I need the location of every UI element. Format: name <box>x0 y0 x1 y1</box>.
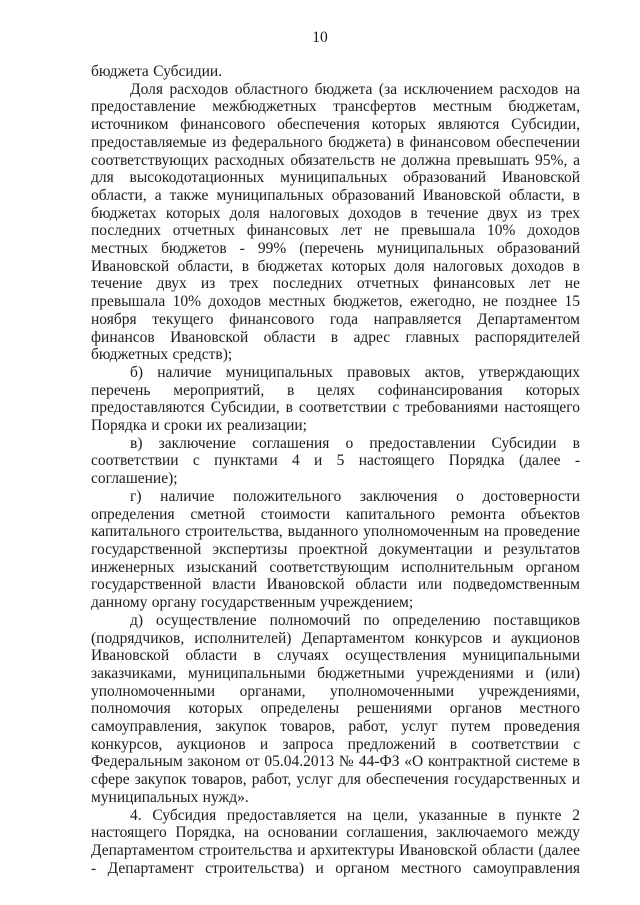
document-body <box>91 63 580 877</box>
page-number: 10 <box>312 29 328 46</box>
paragraph-item-g: г) наличие положительного заключения о достоверности определения сметной стоимости капитального ремонта объектов капитального строительства, выданного уполномоченным на проведение государственной экспертизы проектной документации и результатов инженерных изысканий соответствующим исполнительным органом государственной власти Ивановской области или подведомственным данному органу государственным учреждением; <box>91 487 580 612</box>
paragraph-point-4: 4. Субсидия предоставляется на цели, указанные в пункте 2 настоящего Порядка, на основании соглашения, заключаемого между Департаментом строительства и архитектуры Ивановской области (далее - Департамент строительства) и органом местного самоуправления <box>91 806 580 877</box>
paragraph-item-v: в) заключение соглашения о предоставлении Субсидии в соответствии с пунктами 4 и 5 настоящего Порядка (далее - соглашение); <box>91 434 580 488</box>
paragraph-item-b: б) наличие муниципальных правовых актов, утверждающих перечень мероприятий, в целях софинансирования которых предоставляются Субсидии, в соответствии с требованиями настоящего Порядка и сроки их реализации; <box>91 363 580 435</box>
paragraph-item-d: д) осуществление полномочий по определению поставщиков (подрядчиков, исполнителей) Департаментом конкурсов и аукционов Ивановской области в случаях осуществления муниципальными заказчиками, муниципальными бюджетными учреждениями и (или) уполномоченными органами, уполномоченными учреждениями, полномочия которых определены решениями органов местного самоуправления, закупок товаров, работ, услуг путем проведения конкурсов, аукционов и запроса предложений в соответствии с Федеральным законом от 05.04.2013 № 44-ФЗ «О контрактной системе в сфере закупок товаров, работ, услуг для обеспечения государственных и муниципальных нужд». <box>91 611 580 806</box>
paragraph-share-of-expenses: Доля расходов областного бюджета (за исключением расходов на предоставление межбюджетных трансфертов местным бюджетам, источником финансового обеспечения которых являются Субсидии, предоставляемые из федерального бюджета) в финансовом обеспечении соответствующих расходных обязательств не должна превышать 95%, а для высокодотационных муниципальных образований Ивановской области, а также муниципальных образований Ивановской области, в бюджетах которых доля налоговых доходов в течение двух из трех последних отчетных финансовых лет не превышала 10% доходов местных бюджетов - 99% (перечень муниципальных образований Ивановской области, в бюджетах которых доля налоговых доходов в течение двух из трех последних отчетных финансовых лет не превышала 10% доходов местных бюджетов, ежегодно, не позднее 15 ноября текущего финансового года направляется Департаментом финансов Ивановской области в адрес главных распорядителей бюджетных средств); <box>91 80 580 364</box>
paragraph-continuation: бюджета Субсидии. <box>91 63 223 80</box>
